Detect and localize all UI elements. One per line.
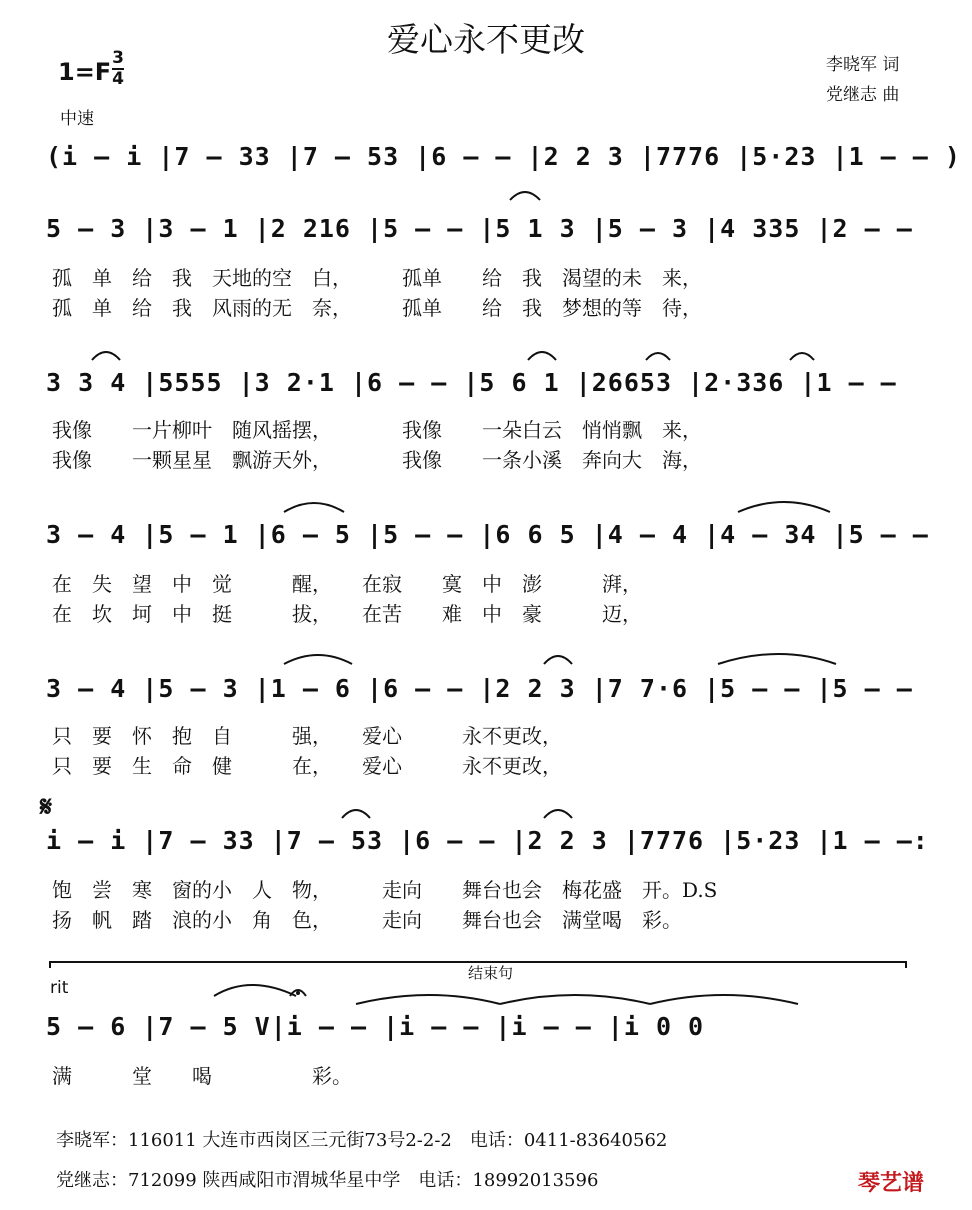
score-title: 爱心永不更改 [387,20,585,59]
lyricist-credit: 李晓军 词 [826,55,900,75]
time-signature-bottom: 4 [112,69,124,89]
rit-marking: rit [50,978,69,998]
notation-line-5: i – i |7 – 33 |7 – 53 |6 – – |2 2 3 |7776 |5·23 |1 – –: [46,826,929,855]
lyric-line-1-verse-1: 孤 单 给 我 天地的空 白， 孤单 给 我 渴望的未 来， [52,266,702,290]
lyric-line-5-verse-2: 扬 帆 踏 浪的小 角 色， 走向 舞台也会 满堂喝 彩。 [52,908,682,932]
slur-mark [646,353,670,360]
lyric-line-2-verse-2: 我像 一颗星星 飘游天外， 我像 一条小溪 奔向大 海， [52,448,702,472]
ending-bracket [50,962,906,968]
tempo-marking: 中速 [60,109,94,129]
notation-line-4: 3 – 4 |5 – 3 |1 – 6 |6 – – |2 2 3 |7 7·6 |5 – – |5 – – [46,674,913,703]
notation-line-intro: (i – i |7 – 33 |7 – 53 |6 – – |2 2 3 |7776 |5·23 |1 – – ) [46,142,961,171]
lyric-line-2-verse-1: 我像 一片柳叶 随风摇摆， 我像 一朵白云 悄悄飘 来， [52,418,702,442]
lyric-line-3-verse-2: 在 坎 坷 中 挺 拔， 在苦 难 中 豪 迈， [52,602,642,626]
ending-label: 结束句 [468,964,514,982]
slur-mark [284,655,352,664]
slur-mark [284,503,344,512]
slur-mark [500,995,650,1004]
notation-line-ending: 5 – 6 |7 – 5 V|i – – |i – – |i – – |i 0 0 [46,1012,705,1041]
slur-mark [214,985,296,996]
watermark-logo: 琴艺谱 [858,1171,925,1196]
lyric-line-3-verse-1: 在 失 望 中 觉 醒， 在寂 寞 中 澎 湃， [52,572,642,596]
slur-mark [738,502,830,512]
slur-mark [356,995,500,1004]
time-signature-top: 3 [112,48,124,68]
slur-mark [544,656,572,664]
slur-mark [650,995,798,1004]
notation-line-2: 3 3 4 |5555 |3 2·1 |6 – – |5 6 1 |26653 |2·336 |1 – – [46,368,897,397]
address-lyricist: 李晓军：116011 大连市西岗区三元街73号2-2-2 电话：0411-83640562 [56,1130,668,1151]
lyric-line-ending: 满 堂 喝 彩。 [52,1064,352,1088]
slur-mark [790,353,814,360]
address-composer: 党继志：712099 陕西咸阳市渭城华星中学 电话：18992013596 [56,1170,599,1191]
slur-mark [510,192,540,200]
lyric-line-5-verse-1: 饱 尝 寒 窗的小 人 物， 走向 舞台也会 梅花盛 开。D.S [52,878,718,902]
segno-sign: 𝄋 [40,790,53,823]
key-signature: 1=F [58,58,112,86]
lyric-line-1-verse-2: 孤 单 给 我 风雨的无 奈， 孤单 给 我 梦想的等 待， [52,296,702,320]
composer-credit: 党继志 曲 [826,85,900,105]
lyric-line-4-verse-1: 只 要 怀 抱 自 强， 爱心 永不更改， [52,724,562,748]
slur-mark [544,810,572,818]
notation-line-3: 3 – 4 |5 – 1 |6 – 5 |5 – – |6 6 5 |4 – 4 |4 – 34 |5 – – [46,520,929,549]
slur-mark [92,352,120,360]
notation-line-1: 5 – 3 |3 – 1 |2 216 |5 – – |5 1 3 |5 – 3 |4 335 |2 – – [46,214,913,243]
fermata-dot [296,991,300,995]
lyric-line-4-verse-2: 只 要 生 命 健 在， 爱心 永不更改， [52,754,562,778]
slur-mark [342,810,370,818]
slur-mark [718,654,836,664]
slur-mark [528,352,556,360]
